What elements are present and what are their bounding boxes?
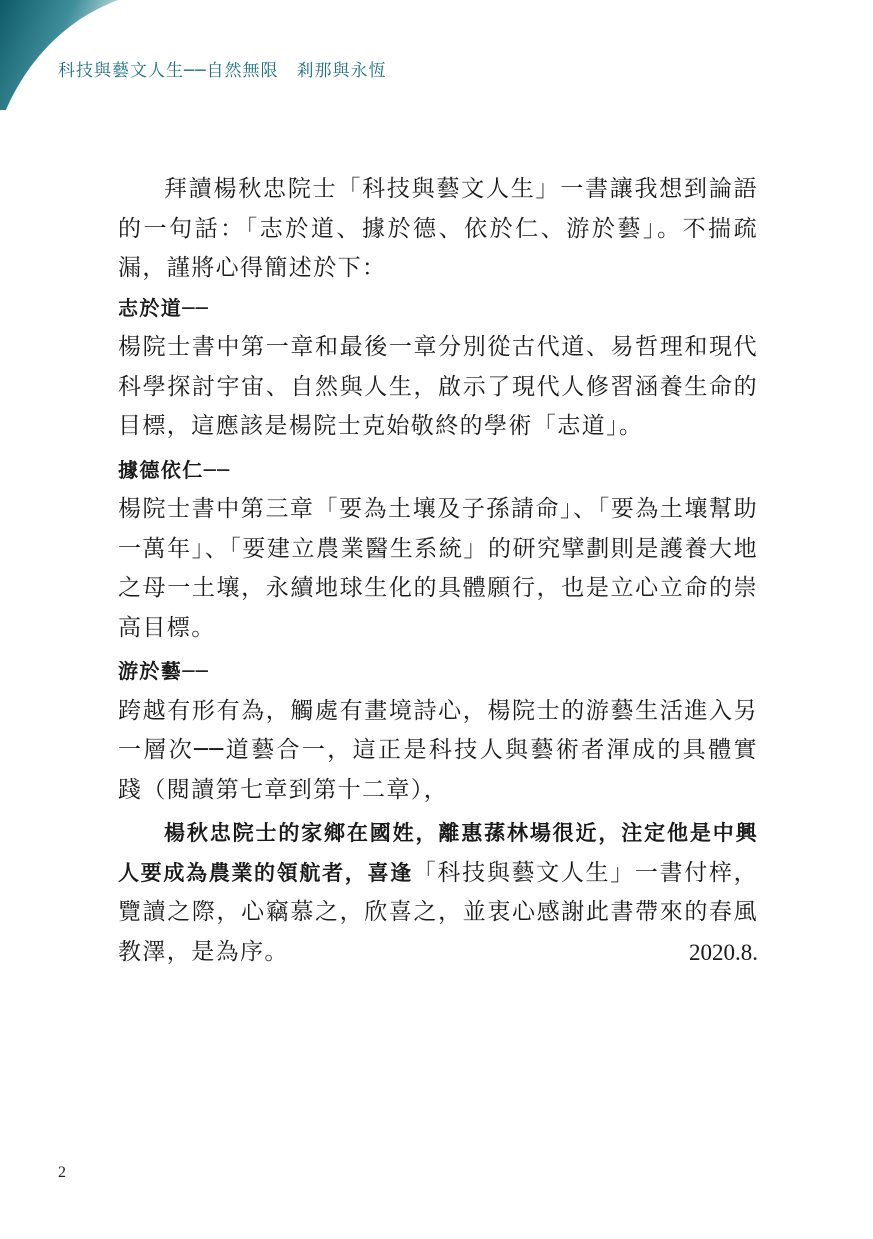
article-body <box>118 170 758 972</box>
section-body-you-yu-yi: 跨越有形有為，觸處有畫境詩心，楊院士的游藝生活進入另一層次──道藝合一，這正是科技人與藝術者渾成的具體實踐（閱讀第七章到第十二章）， <box>118 697 758 803</box>
closing-paragraph <box>118 814 758 972</box>
intro-paragraph: 拜讀楊秋忠院士「科技與藝文人生」一書讓我想到論語的一句話：「志於道、據於德、依於仁、游於藝」。不揣疏漏，謹將心得簡述於下： <box>118 176 758 281</box>
closing-text: 「科技與藝文人生」一書付梓，覽讀之際，心竊慕之，欣喜之，並衷心感謝此書帶來的春風教澤，是為序。 <box>118 859 758 965</box>
page-number: 2 <box>58 1164 66 1181</box>
section-heading-zhi-yu-dao: 志於道── <box>118 295 210 320</box>
section-body-zhi-yu-dao: 楊院士書中第一章和最後一章分別從古代道、易哲理和現代科學探討宇宙、自然與人生，啟示了現代人修習涵養生命的目標，這應該是楊院士克始敬終的學術「志道」。 <box>118 334 758 439</box>
section-body-ju-de-yi-ren: 楊院士書中第三章「要為土壤及子孫請命」、「要為土壤幫助一萬年」、「要建立農業醫生系統」的研究擘劃則是護養大地之母一土壤，永續地球生化的具體願行，也是立心立命的崇高目標。 <box>118 496 758 641</box>
running-header: 科技與藝文人生──自然無限 剎那與永恆 <box>58 61 387 81</box>
section-heading-you-yu-yi: 游於藝── <box>118 659 210 683</box>
corner-decoration <box>0 0 130 110</box>
date-signature: 2020.8. <box>689 939 758 965</box>
closing-bold-text: 楊秋忠院士的家鄉在國姓，離惠蓀林場很近，注定他是中興人要成為農業的領航者，喜逢 <box>118 821 758 885</box>
section-heading-ju-de-yi-ren: 據德依仁── <box>118 457 231 482</box>
